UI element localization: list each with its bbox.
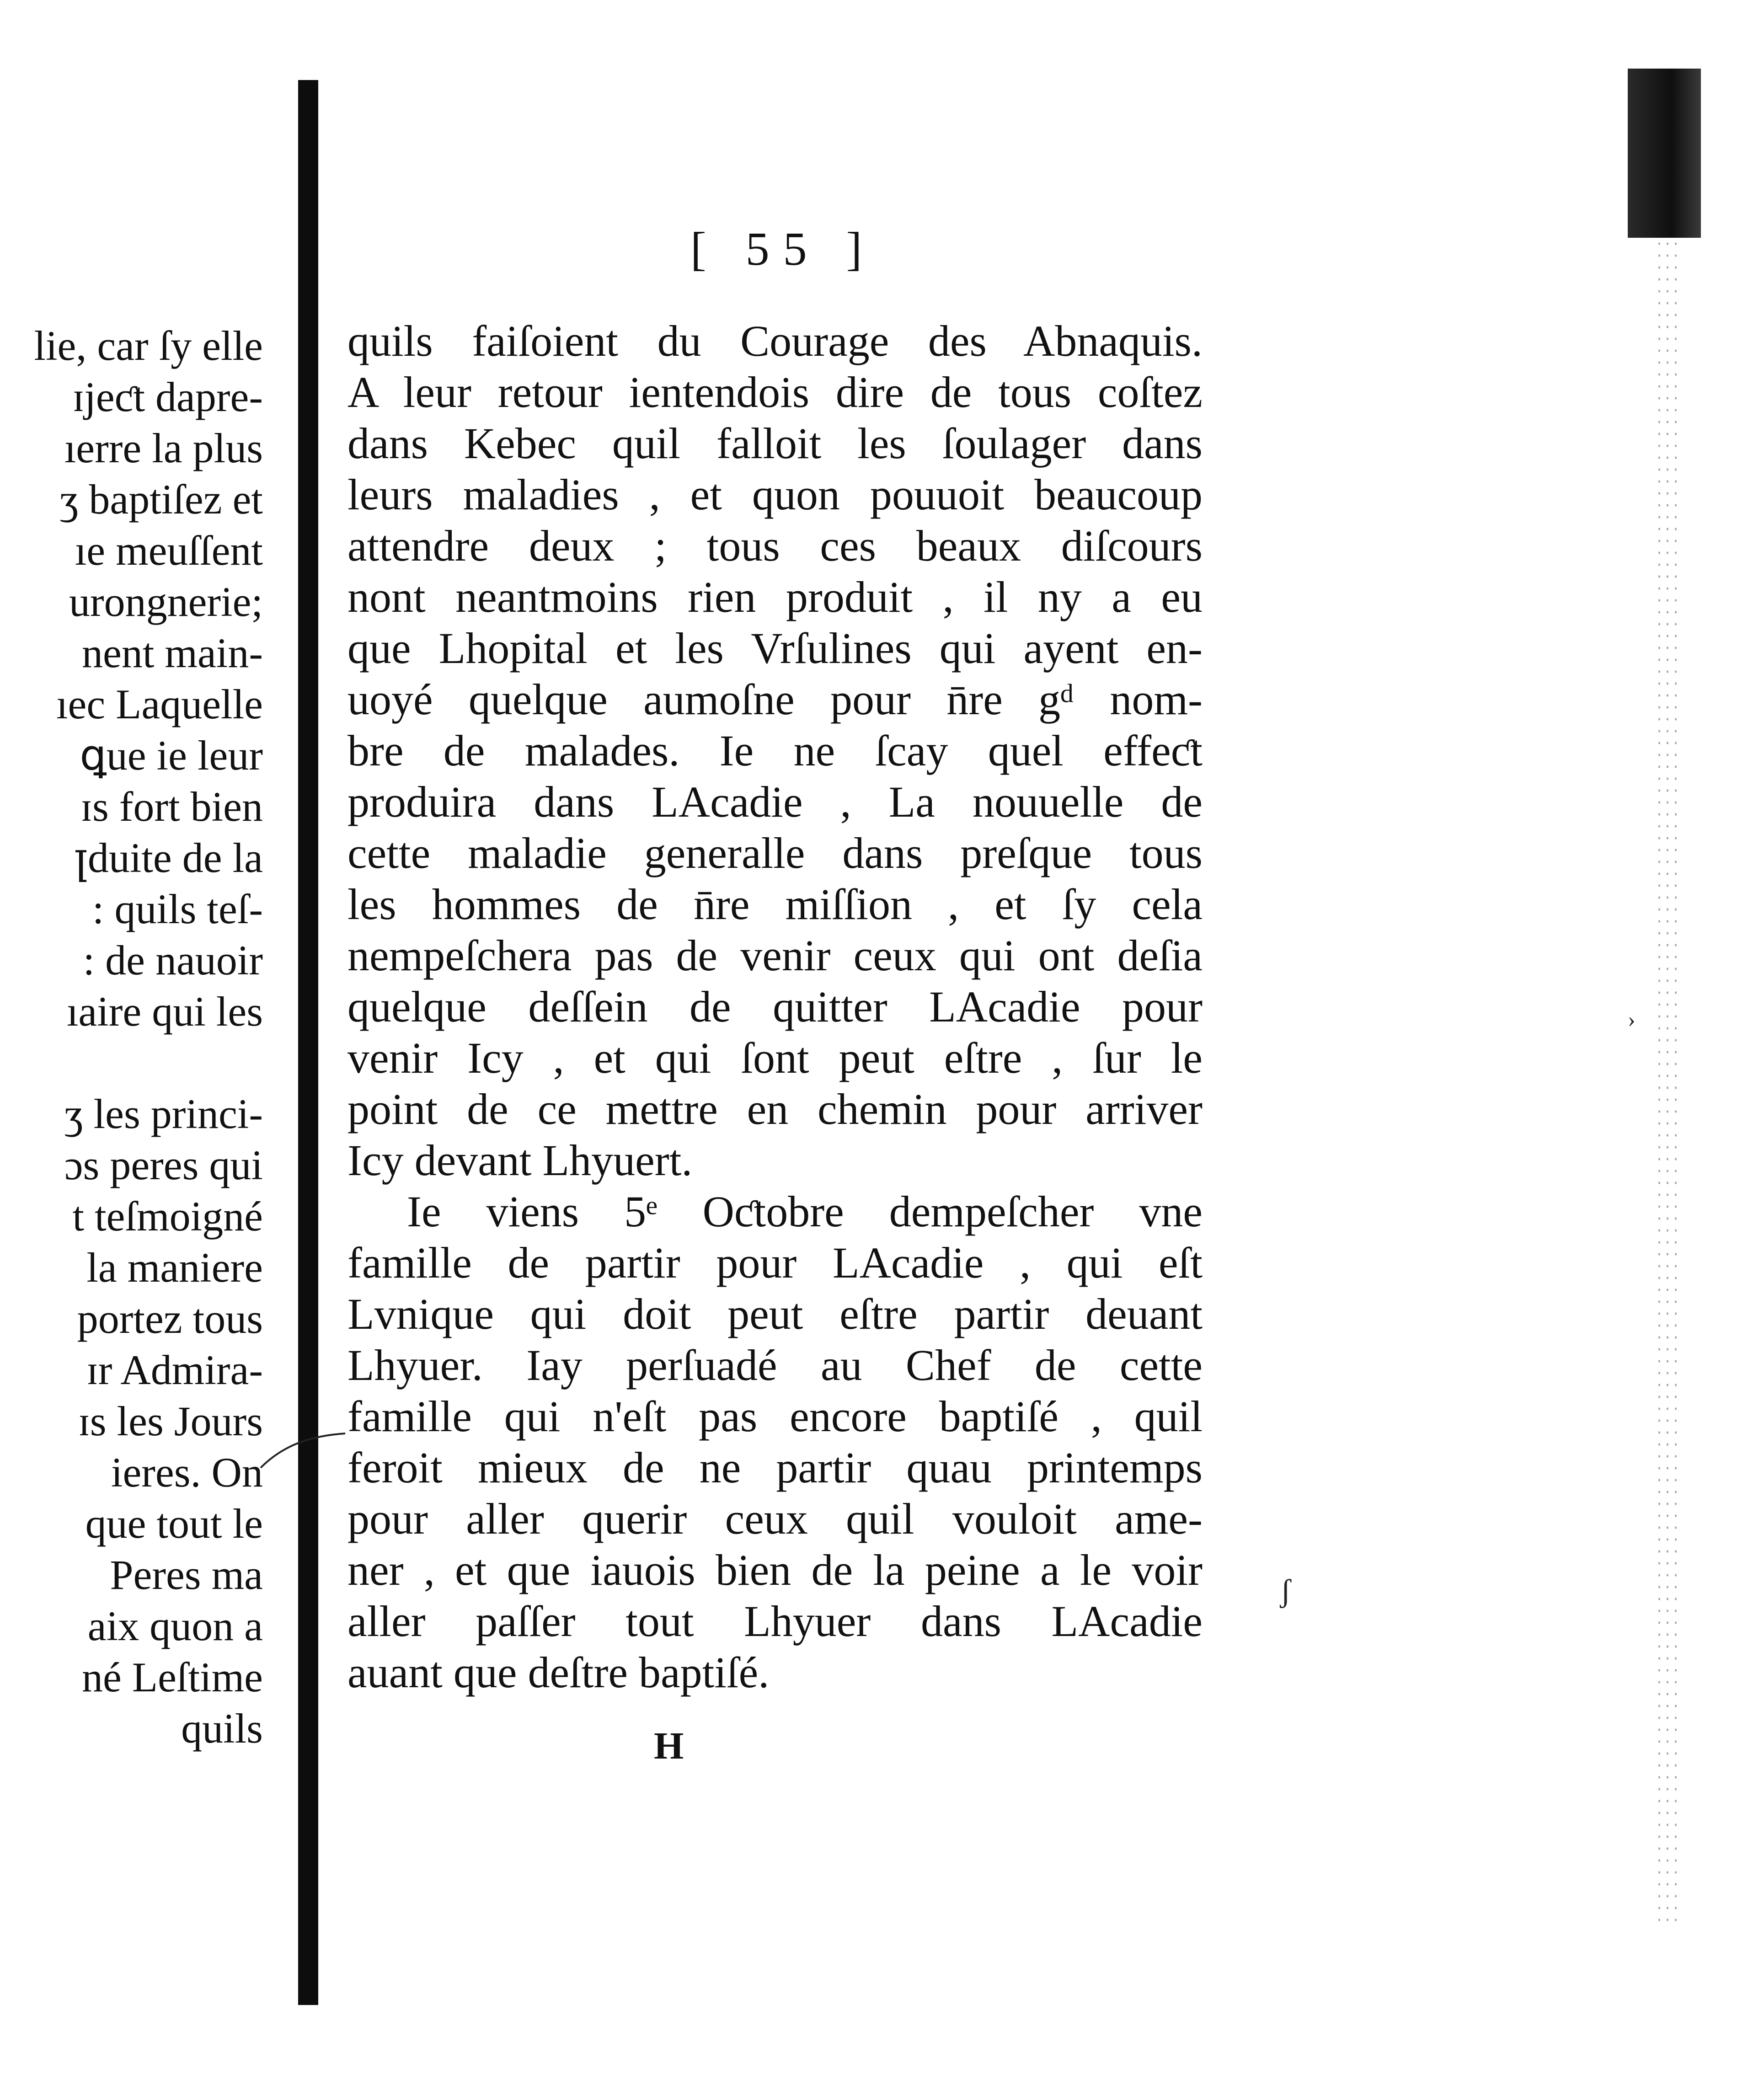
pen-stroke-mark bbox=[256, 1431, 347, 1472]
text-line: quelque deſſein de quitter LAcadie pour bbox=[347, 982, 1203, 1031]
text-line: famille de partir pour LAcadie , qui eſt bbox=[347, 1238, 1203, 1287]
left-line: ɔs peres qui bbox=[64, 1142, 263, 1188]
stray-ink-mark: ʃ bbox=[1280, 1573, 1291, 1609]
left-page-fragment bbox=[0, 320, 263, 1754]
left-line: : de nauoir bbox=[83, 937, 263, 984]
text-line: Icy devant Lhyuert. bbox=[347, 1136, 693, 1185]
left-line: ʒ les princi- bbox=[64, 1091, 263, 1137]
left-line: né Leſtime bbox=[82, 1654, 263, 1700]
text-line: produira dans LAcadie , La nouuelle de bbox=[347, 777, 1203, 826]
page-number: [ 55 ] bbox=[690, 223, 876, 275]
text-line: A leur retour ientendois dire de tous coſtez bbox=[347, 368, 1203, 417]
text-line: cette maladie generalle dans preſque tous bbox=[347, 829, 1203, 877]
left-line: : quils teſ- bbox=[92, 886, 263, 932]
left-line: que tout le bbox=[85, 1500, 263, 1547]
left-line: ıe meuſſent bbox=[75, 527, 263, 574]
left-line: ʒ baptiſez et bbox=[59, 476, 263, 523]
text-line: famille qui n'eſt pas encore baptiſé , quil bbox=[347, 1392, 1203, 1441]
text-line: attendre deux ; tous ces beaux diſcours bbox=[347, 521, 1203, 570]
left-line: Peres ma bbox=[110, 1551, 263, 1598]
text-line: que Lhopital et les Vrſulines qui ayent en- bbox=[347, 624, 1203, 673]
left-line: ıerre la plus bbox=[64, 425, 263, 471]
text-line: nont neantmoins rien produit , il ny a eu bbox=[347, 572, 1203, 621]
text-line: les hommes de n̄re miſſion , et ſy cela bbox=[347, 880, 1203, 929]
left-line: nent main- bbox=[82, 630, 263, 676]
left-line: ıaire qui les bbox=[66, 988, 263, 1035]
left-line: ɪjeƈt dapre- bbox=[72, 374, 263, 420]
text-line: quils faiſoient du Courage des Abnaquis. bbox=[347, 316, 1203, 365]
left-line: ɪs fort bien bbox=[80, 783, 263, 830]
text-line: point de ce mettre en chemin pour arriver bbox=[347, 1085, 1203, 1134]
left-line: ıec Laquelle bbox=[56, 681, 263, 727]
stray-ink-mark: › bbox=[1628, 1006, 1636, 1032]
text-line: pour aller querir ceux quil vouloit ame- bbox=[347, 1494, 1203, 1543]
left-line: ɪs les Jours bbox=[78, 1398, 263, 1444]
text-line: nempeſchera pas de venir ceux qui ont deſia bbox=[347, 931, 1203, 980]
left-line: quils bbox=[181, 1705, 263, 1752]
text-line: aller paſſer tout Lhyuer dans LAcadie bbox=[347, 1597, 1203, 1646]
text-line: bre de malades. Ie ne ſcay quel effeƈt bbox=[347, 726, 1203, 775]
left-line: ɪr Admira- bbox=[86, 1347, 263, 1393]
left-line: portez tous bbox=[77, 1295, 263, 1342]
left-line: urongnerie; bbox=[69, 578, 263, 625]
left-line-gap bbox=[0, 1037, 263, 1088]
text-line: dans Kebec quil falloit les ſoulager dans bbox=[347, 419, 1203, 468]
text-line: Lhyuer. Iay perſuadé au Chef de cette bbox=[347, 1341, 1203, 1390]
text-line: Ie viens 5ᵉ Oƈtobre dempeſcher vne bbox=[407, 1187, 1203, 1236]
text-line: uoyé quelque aumoſne pour n̄re gᵈ nom- bbox=[347, 675, 1203, 724]
main-text-block bbox=[347, 315, 1203, 1698]
left-line: ꞁduite de la bbox=[74, 834, 263, 881]
left-line: la maniere bbox=[86, 1244, 263, 1291]
left-line: aix quon a bbox=[87, 1603, 263, 1649]
signature-mark: H bbox=[654, 1725, 684, 1767]
left-line: ieres. On bbox=[111, 1449, 263, 1496]
text-line: leurs maladies , et quon pouuoit beaucoup bbox=[347, 470, 1203, 519]
left-line: t teſmoigné bbox=[72, 1193, 263, 1240]
text-line: Lvnique qui doit peut eſtre partir deuant bbox=[347, 1289, 1203, 1338]
binding-gutter bbox=[298, 80, 318, 2005]
text-line: auant que deſtre baptiſé. bbox=[347, 1648, 770, 1697]
text-line: venir Icy , et qui ſont peut eſtre , ſur le bbox=[347, 1033, 1203, 1082]
text-line: feroit mieux de ne partir quau printemps bbox=[347, 1443, 1203, 1492]
text-line: ner , et que iauois bien de la peine a le voir bbox=[347, 1545, 1203, 1594]
scan-edge-speckle bbox=[1655, 238, 1683, 1930]
scan-edge-shadow bbox=[1628, 69, 1701, 238]
left-line: ꝗue ie leur bbox=[80, 732, 263, 779]
left-line: lie, car ſy elle bbox=[34, 322, 263, 369]
